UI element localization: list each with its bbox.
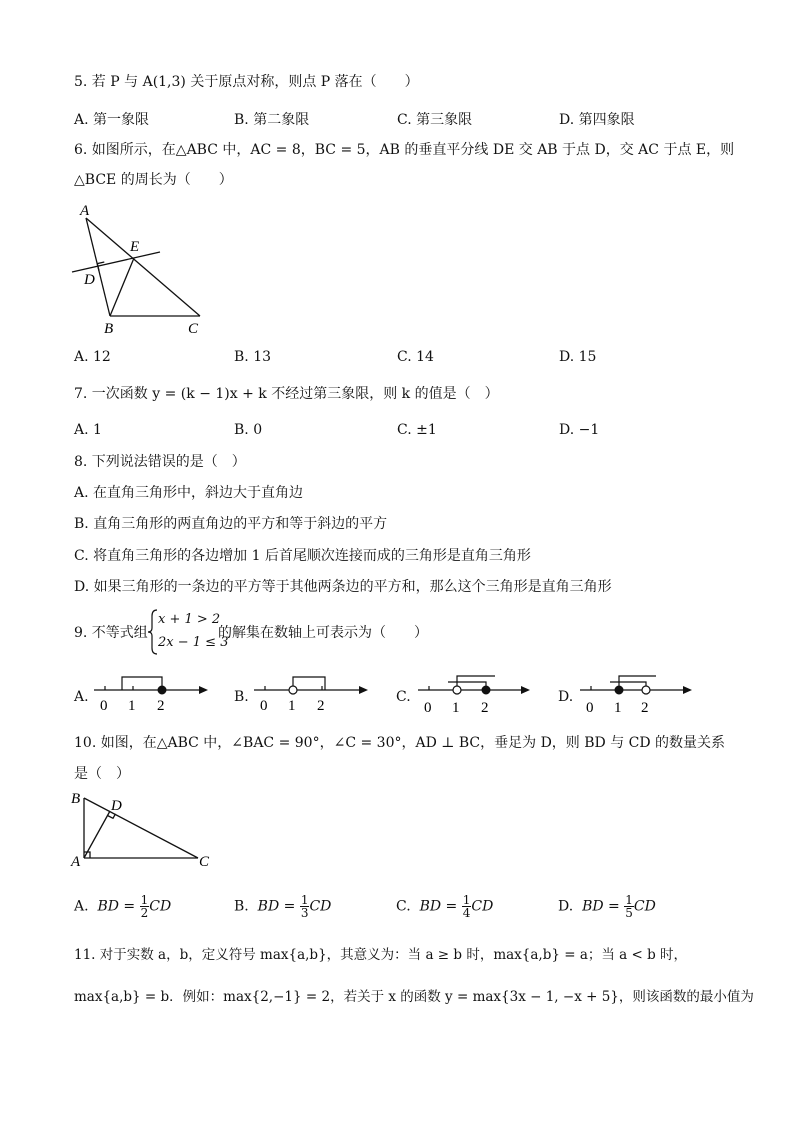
q6-option-a: A. 12 xyxy=(74,349,111,365)
q9-a-tick-0: 0 xyxy=(100,698,108,714)
q10-option-c xyxy=(396,894,493,919)
q6-stem-line2: △BCE 的周长为（ ） xyxy=(74,172,233,188)
q9-c-tick-2: 2 xyxy=(481,700,489,716)
q9-option-a-letter: A. xyxy=(74,689,89,705)
q6-option-c: C. 14 xyxy=(397,349,434,365)
q9-numberline-b xyxy=(248,670,372,716)
q10-option-c-rhs: CD xyxy=(471,898,494,915)
q6-segment-ac xyxy=(86,218,200,316)
q10-stem-line2: 是（ ） xyxy=(74,766,130,782)
q6-right-angle-mark xyxy=(97,262,104,271)
q9-numberline-c xyxy=(410,670,534,716)
q10-option-c-den: 4 xyxy=(462,906,471,920)
q6-label-c: C xyxy=(188,321,199,337)
q10-option-c-num: 1 xyxy=(462,893,471,907)
q6-segment-be xyxy=(110,258,134,316)
q9-d-tick-0: 0 xyxy=(586,700,594,716)
q10-option-b-den: 3 xyxy=(300,906,309,920)
q6-options xyxy=(74,349,734,369)
q11-stem-line1: 11. 对于实数 a，b，定义符号 max{a,b}，其意义为：当 a ≥ b 时，max{a,b} = a；当 a < b 时， xyxy=(74,947,688,963)
q9-numberline-a xyxy=(88,670,212,716)
q9-option-b-letter: B. xyxy=(234,689,249,705)
q6-option-d: D. 15 xyxy=(559,349,597,365)
q9-d-tick-1: 1 xyxy=(614,700,622,716)
q10-option-a-num: 1 xyxy=(140,893,149,907)
q9-inequality-1: x + 1 > 2 xyxy=(158,612,221,627)
q9-stem-prefix: 9. 不等式组 xyxy=(74,625,148,641)
q10-option-b-rhs: CD xyxy=(309,898,332,915)
q9-a-tick-1: 1 xyxy=(128,698,136,714)
q10-option-a-letter: A. xyxy=(74,898,89,915)
q10-label-b: B xyxy=(71,791,81,807)
q10-option-a-rhs: CD xyxy=(149,898,172,915)
q9-b-tick-2: 2 xyxy=(317,698,325,714)
q6-figure xyxy=(70,198,220,338)
q10-figure xyxy=(68,788,218,870)
q5-option-a: A. 第一象限 xyxy=(74,112,150,128)
q7-options xyxy=(74,422,734,442)
q9-stem-suffix: 的解集在数轴上可表示为（ ） xyxy=(218,625,428,641)
q7-stem: 7. 一次函数 y = (k − 1)x + k 不经过第三象限，则 k 的值是（ ） xyxy=(74,386,499,402)
q8-option-c: C. 将直角三角形的各边增加 1 后首尾顺次连接而成的三角形是直角三角形 xyxy=(74,548,531,564)
q10-option-d-fraction xyxy=(624,894,634,919)
q8-stem: 8. 下列说法错误的是（ ） xyxy=(74,454,246,470)
q10-option-c-fraction xyxy=(462,894,472,919)
q10-option-a-fraction xyxy=(140,894,150,919)
q10-option-c-lhs: BD = xyxy=(419,898,458,915)
q10-option-b-lhs: BD = xyxy=(257,898,296,915)
q5-option-b: B. 第二象限 xyxy=(234,112,310,128)
q10-label-c: C xyxy=(199,854,210,870)
q10-label-a: A xyxy=(71,854,81,870)
q6-perpendicular-bisector xyxy=(72,252,160,272)
q6-label-d: D xyxy=(84,272,95,288)
q9-option-d-letter: D. xyxy=(558,689,574,705)
q7-option-b: B. 0 xyxy=(234,422,263,438)
q10-option-c-letter: C. xyxy=(396,898,411,915)
q5-options xyxy=(74,109,734,129)
q10-option-d-den: 5 xyxy=(625,906,633,920)
q9-b-tick-1: 1 xyxy=(288,698,296,714)
q10-option-b-letter: B. xyxy=(234,898,249,915)
q7-option-c: C. ±1 xyxy=(397,422,437,438)
q5-option-c: C. 第三象限 xyxy=(397,112,473,128)
q8-option-a: A. 在直角三角形中，斜边大于直角边 xyxy=(74,485,304,501)
q10-stem-line1: 10. 如图，在△ABC 中，∠BAC = 90°，∠C = 30°，AD ⊥ BC，垂足为 D，则 BD 与 CD 的数量关系 xyxy=(74,735,726,751)
q11-stem-line2: max{a,b} = b．例如：max{2,−1} = 2，若关于 x 的函数 y = max{3x − 1, −x + 5}，则该函数的最小值为 xyxy=(74,989,754,1005)
q10-option-d-letter: D. xyxy=(558,898,574,915)
q8-option-b: B. 直角三角形的两直角边的平方和等于斜边的平方 xyxy=(74,516,388,532)
q5-stem: 5. 若 P 与 A(1,3) 关于原点对称，则点 P 落在（ ） xyxy=(74,74,419,90)
q9-numberline-d xyxy=(572,670,696,716)
q10-option-b xyxy=(234,894,331,919)
q10-label-d: D xyxy=(111,798,122,814)
q8-option-d: D. 如果三角形的一条边的平方等于其他两条边的平方和，那么这个三角形是直角三角形 xyxy=(74,579,612,595)
q10-option-d xyxy=(558,894,656,919)
q10-segment-ad xyxy=(84,811,110,858)
q5-option-d: D. 第四象限 xyxy=(559,112,635,128)
q6-label-a: A xyxy=(80,203,90,219)
q9-option-c-letter: C. xyxy=(396,689,411,705)
q6-label-b: B xyxy=(104,321,114,337)
q10-option-d-lhs: BD = xyxy=(582,898,620,915)
q10-option-a xyxy=(74,894,171,919)
q10-option-a-den: 2 xyxy=(140,906,149,920)
q7-option-d: D. −1 xyxy=(559,422,600,438)
q9-inequality-2: 2x − 1 ≤ 3 xyxy=(158,635,229,650)
q10-option-d-num: 1 xyxy=(625,893,633,907)
q9-b-tick-0: 0 xyxy=(260,698,268,714)
q6-option-b: B. 13 xyxy=(234,349,272,365)
q9-a-tick-2: 2 xyxy=(157,698,165,714)
q10-option-a-lhs: BD = xyxy=(97,898,136,915)
q7-option-a: A. 1 xyxy=(74,422,102,438)
q9-c-tick-0: 0 xyxy=(424,700,432,716)
q6-label-e: E xyxy=(130,239,140,255)
q10-option-b-num: 1 xyxy=(300,893,309,907)
q6-stem-line1: 6. 如图所示，在△ABC 中，AC = 8，BC = 5，AB 的垂直平分线 DE 交 AB 于点 D，交 AC 于点 E，则 xyxy=(74,142,735,158)
q10-option-b-fraction xyxy=(300,894,310,919)
q10-option-d-rhs: CD xyxy=(633,898,656,915)
q9-c-tick-1: 1 xyxy=(452,700,460,716)
q9-d-tick-2: 2 xyxy=(641,700,649,716)
